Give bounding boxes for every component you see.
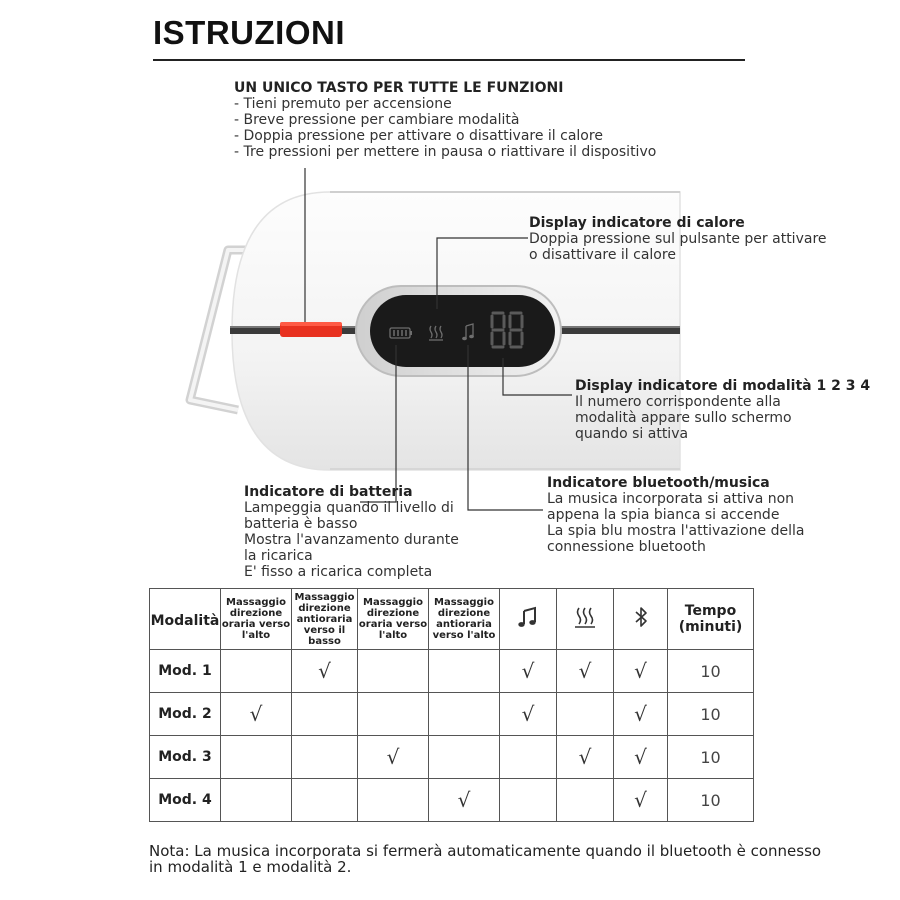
check-cell: √ bbox=[614, 779, 668, 822]
battery-annotation-line: Mostra l'avanzamento durante bbox=[244, 532, 459, 548]
check-cell bbox=[221, 736, 292, 779]
power-button bbox=[280, 322, 342, 337]
check-cell: √ bbox=[557, 736, 614, 779]
check-cell bbox=[557, 693, 614, 736]
battery-annotation-line: batteria è basso bbox=[244, 516, 358, 532]
header-ccw-down-label bbox=[292, 592, 357, 647]
bluetooth-annotation-line: La spia blu mostra l'attivazione della bbox=[547, 523, 805, 539]
check-cell bbox=[358, 693, 429, 736]
header-heat bbox=[557, 589, 614, 650]
header-cw-up-label bbox=[221, 597, 291, 641]
bluetooth-annotation-line: connessione bluetooth bbox=[547, 539, 706, 555]
time-cell: 10 bbox=[668, 650, 754, 693]
control-display-panel bbox=[356, 286, 561, 376]
row-label: Mod. 1 bbox=[150, 650, 221, 693]
battery-annotation-line: Lampeggia quando il livello di bbox=[244, 500, 454, 516]
header-line: Massaggio bbox=[294, 591, 355, 603]
button-annotation-line: - Breve pressione per cambiare modalità bbox=[234, 112, 520, 128]
header-line: direzione bbox=[298, 602, 351, 614]
check-cell: √ bbox=[429, 779, 500, 822]
header-line: verso l'alto bbox=[432, 630, 496, 641]
header-line: direzione bbox=[229, 608, 283, 619]
button-annotation-line: - Tre pressioni per mettere in pausa o riattivare il dispositivo bbox=[234, 144, 657, 160]
check-cell bbox=[429, 650, 500, 693]
table-header-row bbox=[150, 589, 754, 650]
header-line: direzione bbox=[437, 608, 491, 619]
heat-annotation bbox=[529, 215, 827, 263]
footnote: Nota: La musica incorporata si fermerà automaticamente quando il bluetooth è connesso in modalità 1 e modalità 2. bbox=[149, 842, 822, 876]
header-line: Massaggio bbox=[434, 597, 494, 608]
check-cell bbox=[221, 779, 292, 822]
header-line: basso bbox=[308, 635, 341, 647]
header-cw-up-2 bbox=[358, 589, 429, 650]
battery-annotation bbox=[244, 484, 459, 580]
header-line: oraria verso bbox=[221, 619, 291, 630]
heat-waves-icon bbox=[572, 605, 598, 629]
battery-annotation-line: la ricarica bbox=[244, 548, 313, 564]
bluetooth-annotation-line: La musica incorporata si attiva non bbox=[547, 491, 795, 507]
time-cell: 10 bbox=[668, 736, 754, 779]
check-cell bbox=[292, 779, 358, 822]
header-line: antioraria bbox=[296, 613, 353, 625]
row-label: Mod. 3 bbox=[150, 736, 221, 779]
check-cell bbox=[429, 736, 500, 779]
header-line: oraria verso bbox=[358, 619, 428, 630]
header-ccw-up-label bbox=[429, 597, 499, 641]
check-cell bbox=[221, 650, 292, 693]
battery-annotation-heading: Indicatore di batteria bbox=[244, 484, 413, 500]
check-cell bbox=[500, 779, 557, 822]
page-title: ISTRUZIONI bbox=[153, 14, 345, 51]
button-annotation-line: - Doppia pressione per attivare o disattivare il calore bbox=[234, 128, 603, 144]
check-cell: √ bbox=[292, 650, 358, 693]
table-row bbox=[150, 736, 754, 779]
header-ccw-up bbox=[429, 589, 500, 650]
check-cell: √ bbox=[614, 650, 668, 693]
check-cell bbox=[429, 693, 500, 736]
header-line: l'alto bbox=[378, 630, 408, 641]
check-cell: √ bbox=[500, 650, 557, 693]
time-cell: 10 bbox=[668, 779, 754, 822]
check-cell: √ bbox=[221, 693, 292, 736]
header-cw-up-2-label bbox=[358, 597, 428, 641]
row-label: Mod. 2 bbox=[150, 693, 221, 736]
header-line: verso il bbox=[303, 624, 346, 636]
row-label: Mod. 4 bbox=[150, 779, 221, 822]
header-mode-label: Modalità bbox=[150, 612, 220, 629]
check-cell bbox=[358, 779, 429, 822]
header-line: Massaggio bbox=[363, 597, 423, 608]
header-cw-up bbox=[221, 589, 292, 650]
mode-display-annotation bbox=[575, 378, 870, 442]
check-cell: √ bbox=[614, 693, 668, 736]
check-cell: √ bbox=[358, 736, 429, 779]
mode-display-annotation-line: quando si attiva bbox=[575, 426, 689, 442]
check-cell: √ bbox=[500, 693, 557, 736]
header-line: (minuti) bbox=[678, 619, 743, 635]
header-line: Massaggio bbox=[226, 597, 286, 608]
heat-annotation-line: Doppia pressione sul pulsante per attivare bbox=[529, 231, 827, 247]
header-line: Tempo bbox=[684, 603, 737, 619]
button-annotation-line: - Tieni premuto per accensione bbox=[234, 96, 452, 112]
header-line: l'alto bbox=[241, 630, 271, 641]
mode-display-annotation-line: modalità appare sullo schermo bbox=[575, 410, 792, 426]
table-row bbox=[150, 650, 754, 693]
table-row bbox=[150, 693, 754, 736]
check-cell bbox=[557, 779, 614, 822]
heat-annotation-line: o disattivare il calore bbox=[529, 247, 676, 263]
button-annotation-heading: UN UNICO TASTO PER TUTTE LE FUNZIONI bbox=[234, 80, 564, 96]
bluetooth-annotation-line: appena la spia bianca si accende bbox=[547, 507, 780, 523]
mode-display-annotation-heading: Display indicatore di modalità 1 2 3 4 bbox=[575, 378, 871, 394]
check-cell bbox=[292, 693, 358, 736]
bluetooth-annotation bbox=[547, 475, 804, 555]
heat-annotation-heading: Display indicatore di calore bbox=[529, 215, 745, 231]
header-music bbox=[500, 589, 557, 650]
music-note-icon bbox=[516, 605, 540, 629]
mode-display-annotation-line: Il numero corrispondente alla bbox=[575, 394, 781, 410]
header-time-label bbox=[668, 603, 753, 635]
header-line: direzione bbox=[366, 608, 420, 619]
header-time bbox=[668, 589, 754, 650]
header-line: antioraria bbox=[436, 619, 492, 630]
header-mode bbox=[150, 589, 221, 650]
check-cell: √ bbox=[557, 650, 614, 693]
check-cell bbox=[500, 736, 557, 779]
header-bluetooth bbox=[614, 589, 668, 650]
bluetooth-icon bbox=[632, 605, 650, 629]
check-cell: √ bbox=[614, 736, 668, 779]
mode-table bbox=[149, 588, 754, 822]
battery-annotation-line: E' fisso a ricarica completa bbox=[244, 564, 433, 580]
header-ccw-down bbox=[292, 589, 358, 650]
check-cell bbox=[292, 736, 358, 779]
button-annotation bbox=[234, 80, 656, 160]
time-cell: 10 bbox=[668, 693, 754, 736]
table-row bbox=[150, 779, 754, 822]
bluetooth-annotation-heading: Indicatore bluetooth/musica bbox=[547, 475, 770, 491]
check-cell bbox=[358, 650, 429, 693]
